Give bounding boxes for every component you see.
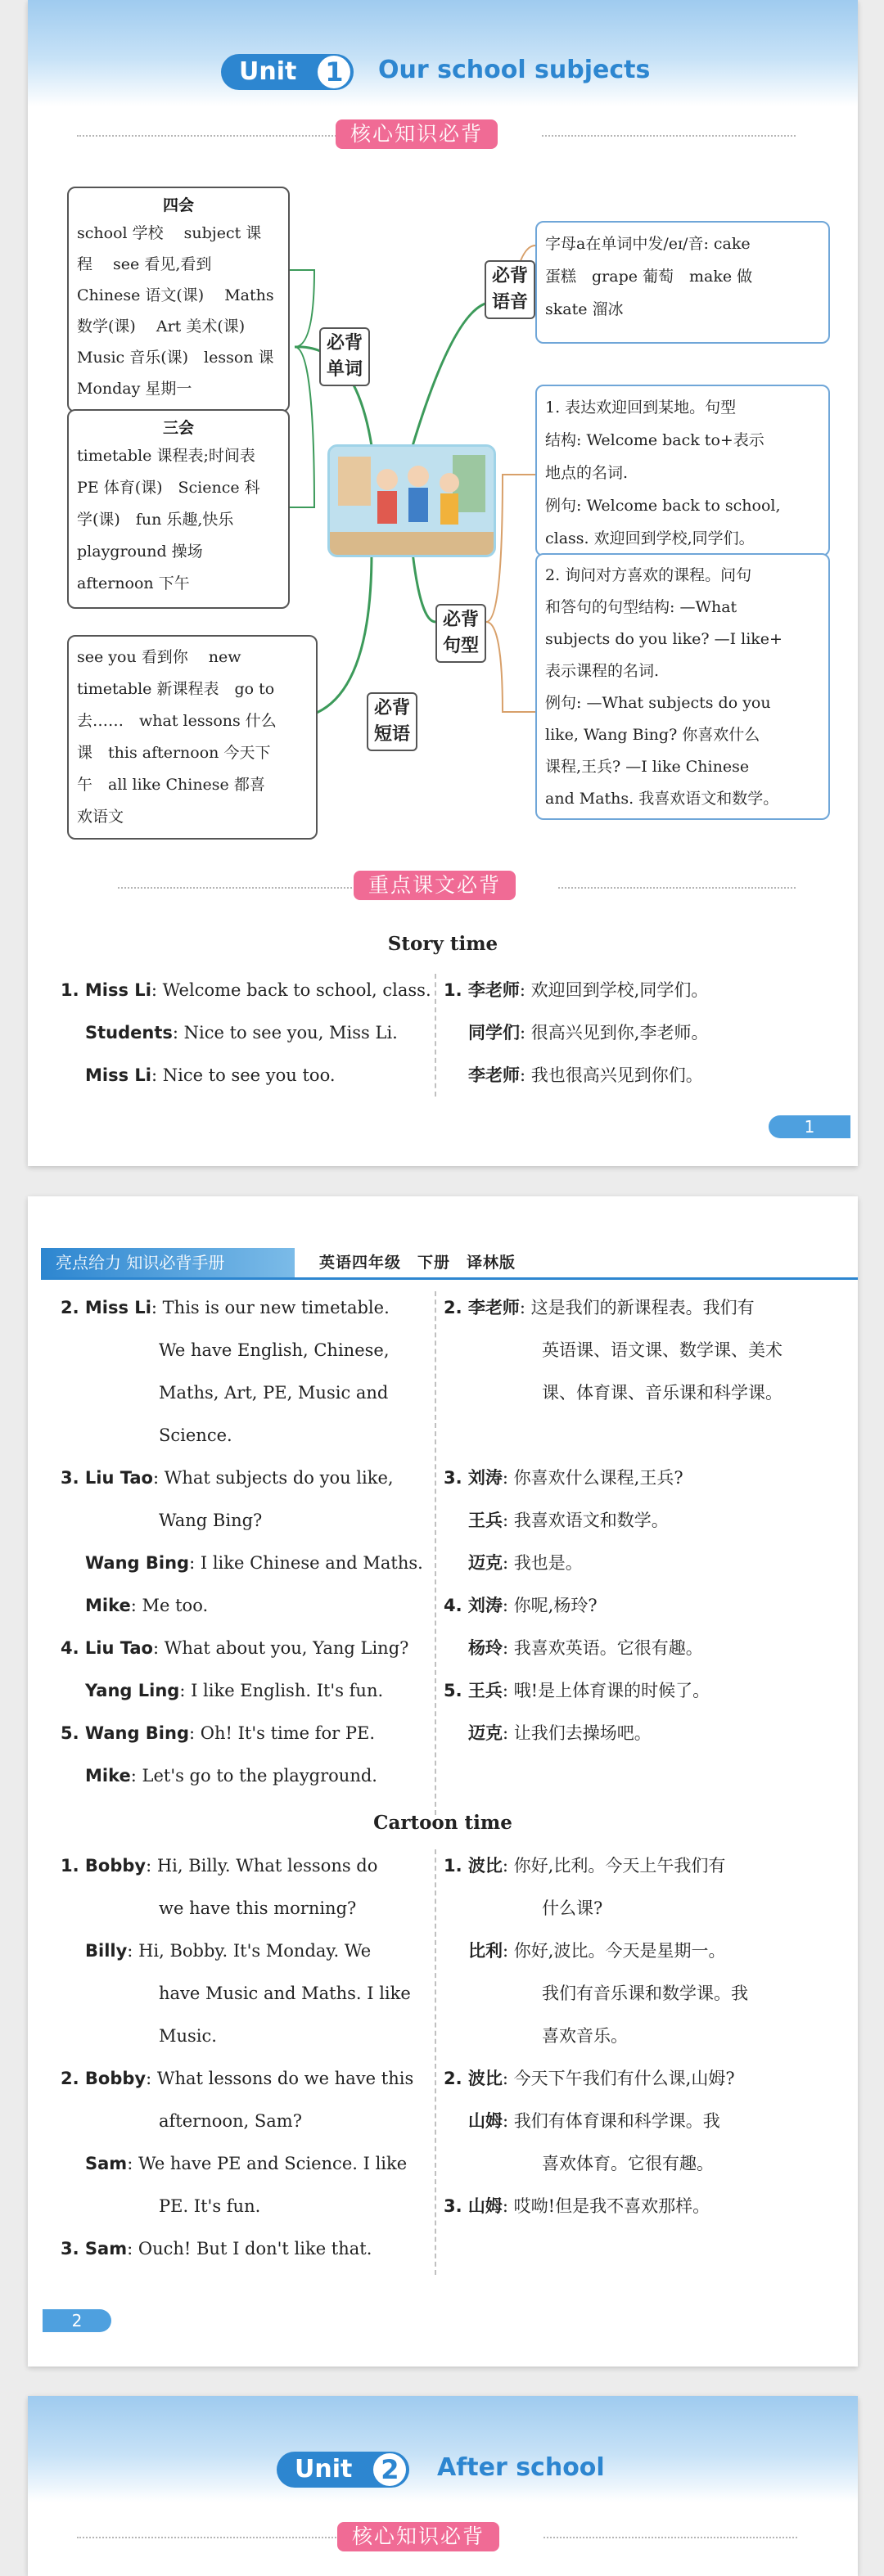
text-line: 表示课程的名词. <box>545 662 660 680</box>
cartoon-time-title: Cartoon time <box>373 1812 512 1834</box>
unit-number: 2 <box>373 2453 406 2486</box>
line-text: 我们有音乐课和数学课。我 <box>542 1984 748 2003</box>
line-number: 3. <box>444 1468 468 1488</box>
text-line: 字母a在单词中发/eɪ/音: cake <box>545 235 751 253</box>
sentence-pattern-2-box <box>535 553 830 820</box>
colon: : <box>502 1596 514 1615</box>
speaker: 李老师 <box>468 1065 520 1085</box>
dialogue-line <box>542 1371 783 1414</box>
text-line: 2. 询问对方喜欢的课程。问句 <box>545 566 752 584</box>
colon: : <box>146 2069 157 2088</box>
line-text: 我也是。 <box>513 1553 583 1573</box>
colon: : <box>127 2154 138 2173</box>
dialogue-line <box>542 1329 783 1371</box>
colon: : <box>151 1298 163 1317</box>
text-line: 和答句的句型结构: —What <box>545 598 737 616</box>
text-line: PE 体育(课) Science 科 <box>77 479 260 497</box>
unit-title: Our school subjects <box>378 56 651 84</box>
dialogue-line <box>159 2100 302 2142</box>
words-box <box>67 187 290 412</box>
line-number: 2. <box>61 1298 85 1317</box>
speaker: Mike <box>85 1596 131 1615</box>
colon: : <box>503 2111 514 2131</box>
text-line: like, Wang Bing? 你喜欢什么 <box>545 726 760 744</box>
speaker: Bobby <box>84 2069 147 2088</box>
line-text: Nice to see you too. <box>162 1065 336 1085</box>
dialogue-line <box>542 2015 628 2057</box>
dialogue-line <box>85 1542 423 1584</box>
colon: : <box>520 1023 531 1043</box>
tag-sentences: 必背 句型 <box>435 604 486 663</box>
line-number: 1. <box>61 980 85 1000</box>
line-text: 我喜欢英语。它很有趣。 <box>513 1638 703 1658</box>
line-text: We have English, Chinese, <box>159 1340 390 1360</box>
dialogue-line <box>444 2185 710 2227</box>
story-english-cont <box>61 1286 445 1818</box>
dialogue-line <box>468 1627 703 1669</box>
colon: : <box>151 1065 163 1085</box>
running-header <box>41 1248 858 1280</box>
line-text: 你好,比利。今天上午我们有 <box>513 1856 726 1876</box>
dialogue-line <box>444 1286 755 1329</box>
dialogue-line <box>85 1930 371 1972</box>
speaker: Sam <box>84 2239 128 2259</box>
colon: : <box>127 1941 139 1961</box>
dialogue-line <box>61 1844 377 1887</box>
text-line: playground 操场 <box>77 543 203 561</box>
speaker: 迈克 <box>468 1723 503 1743</box>
colon: : <box>519 1298 531 1317</box>
dialogue-line <box>468 1499 669 1542</box>
speaker: Billy <box>85 1941 128 1961</box>
colon: : <box>188 1723 201 1743</box>
text-line: and Maths. 我喜欢语文和数学。 <box>545 790 779 808</box>
dialogue-line <box>542 1887 602 1930</box>
story-chinese <box>444 969 845 1100</box>
dialogue-line <box>85 2142 407 2185</box>
dialogue-line <box>159 1499 262 1542</box>
speaker: Liu Tao <box>84 1468 153 1488</box>
sanhui-lines <box>77 440 280 600</box>
dialogue-line <box>468 2100 720 2142</box>
sentence2-lines <box>545 560 820 815</box>
text-line: skate 溜冰 <box>545 300 624 318</box>
speaker: 波比 <box>467 1856 503 1876</box>
line-number: 2. <box>61 2069 85 2088</box>
line-number: 2. <box>444 1298 468 1317</box>
dialogue-line <box>61 1627 408 1669</box>
dialogue-line <box>159 2015 217 2057</box>
line-text: afternoon, Sam? <box>159 2111 302 2131</box>
divider <box>558 887 796 889</box>
colon: : <box>152 1638 165 1658</box>
text-line: Chinese 语文(课) Maths <box>77 286 274 304</box>
line-number: 4. <box>61 1638 85 1658</box>
dialogue-line <box>85 1754 377 1797</box>
line-text: 今天下午我们有什么课,山姆? <box>513 2069 735 2088</box>
text-line: Monday 星期一 <box>77 380 192 398</box>
sounds-lines <box>545 227 820 326</box>
colon: : <box>503 1511 514 1530</box>
line-text: What subjects do you like, <box>164 1468 394 1488</box>
speaker: Miss Li <box>85 1065 151 1085</box>
line-number: 2. <box>444 2069 468 2088</box>
line-text: 我也很高兴见到你们。 <box>530 1065 703 1085</box>
story-time-title: Story time <box>387 933 498 955</box>
speaker: Liu Tao <box>84 1638 153 1658</box>
speaker: Bobby <box>84 1856 147 1876</box>
line-text: 哦!是上体育课的时候了。 <box>513 1681 710 1700</box>
line-text: 英语课、语文课、数学课、美术 <box>542 1340 783 1360</box>
text-line: 午 all like Chinese 都喜 <box>77 776 265 794</box>
colon: : <box>146 1856 157 1876</box>
line-number: 5. <box>444 1681 468 1700</box>
unit-title: After school <box>437 2453 605 2482</box>
line-text: Hi, Bobby. It's Monday. We <box>138 1941 372 1961</box>
speaker: 刘涛 <box>467 1468 503 1488</box>
unit-label: Unit <box>295 2455 353 2484</box>
line-number: 5. <box>61 1723 85 1743</box>
page-number: 1 <box>769 1115 850 1138</box>
line-text: Wang Bing? <box>159 1511 263 1530</box>
line-text: 你呢,杨玲? <box>513 1596 598 1615</box>
dialogue-line <box>444 969 708 1011</box>
speaker: Wang Bing <box>84 1723 189 1743</box>
text-line: 例句: —What subjects do you <box>545 694 771 712</box>
line-text: have Music and Maths. I like <box>159 1984 411 2003</box>
text-line: 蛋糕 grape 葡萄 make 做 <box>545 268 753 286</box>
colon: : <box>152 1468 165 1488</box>
line-text: PE. It's fun. <box>159 2196 261 2216</box>
line-text: Let's go to the playground. <box>142 1766 377 1786</box>
speaker: Yang Ling <box>85 1681 180 1700</box>
page-2 <box>28 1196 858 2367</box>
section-core-knowledge: 核心知识必背 <box>336 119 498 149</box>
colon: : <box>130 1766 142 1786</box>
text-line: school 学校 subject 课 <box>77 224 262 242</box>
dialogue-line <box>159 1972 411 2015</box>
line-text: 喜欢音乐。 <box>542 2026 628 2046</box>
text-line: Music 音乐(课) lesson 课 <box>77 349 274 367</box>
dialogue-line <box>61 1712 375 1754</box>
line-text: 欢迎回到学校,同学们。 <box>530 980 709 1000</box>
colon: : <box>502 1681 514 1700</box>
colon: : <box>502 1856 514 1876</box>
line-text: 什么课? <box>542 1898 603 1918</box>
classroom-illustration <box>327 444 496 557</box>
text-line: timetable 新课程表 go to <box>77 680 275 698</box>
tag-phrases: 必背 短语 <box>367 692 417 751</box>
story-english <box>61 969 445 1100</box>
dialogue-line <box>444 1457 683 1499</box>
text-line: 欢语文 <box>77 808 124 826</box>
text-line: afternoon 下午 <box>77 574 190 592</box>
line-text: I like Chinese and Maths. <box>200 1553 423 1573</box>
line-number: 3. <box>444 2196 468 2216</box>
dialogue-line <box>159 1329 390 1371</box>
divider <box>118 887 355 889</box>
speaker: Miss Li <box>84 980 151 1000</box>
colon: : <box>503 1723 514 1743</box>
dialogue-line <box>85 1054 336 1097</box>
dialogue-line <box>85 1011 398 1054</box>
line-number: 3. <box>61 1468 85 1488</box>
sanhui-heading: 三会 <box>162 419 194 437</box>
phrases-lines <box>77 642 308 833</box>
speaker: 迈克 <box>468 1553 503 1573</box>
column-divider <box>435 1291 436 1815</box>
dialogue-line <box>159 1414 232 1457</box>
divider <box>77 2537 339 2538</box>
sanhui-box <box>67 409 290 609</box>
line-text: 很高兴见到你,李老师。 <box>530 1023 709 1043</box>
text-line: class. 欢迎回到学校,同学们。 <box>545 529 755 547</box>
dialogue-line <box>468 1930 725 1972</box>
line-text: 你喜欢什么课程,王兵? <box>513 1468 683 1488</box>
colon: : <box>520 1065 531 1085</box>
sounds-box <box>535 221 830 344</box>
header-band <box>28 2396 858 2502</box>
speaker: 山姆 <box>467 2196 503 2216</box>
line-number: 3. <box>61 2239 85 2259</box>
tag-words: 必背 单词 <box>319 327 370 386</box>
dialogue-line <box>85 1584 208 1627</box>
speaker: 王兵 <box>468 1511 503 1530</box>
line-number: 1. <box>444 1856 468 1876</box>
text-line: 数学(课) Art 美术(课) <box>77 317 246 336</box>
speaker: Sam <box>85 2154 128 2173</box>
unit-number: 1 <box>318 56 350 88</box>
dialogue-line <box>61 1457 394 1499</box>
speaker: 比利 <box>468 1941 503 1961</box>
line-text: 我喜欢语文和数学。 <box>513 1511 669 1530</box>
dialogue-line <box>61 969 431 1011</box>
dialogue-line <box>542 2142 714 2185</box>
text-line: see you 看到你 new <box>77 648 241 666</box>
line-number: 1. <box>444 980 468 1000</box>
dialogue-line <box>159 2185 260 2227</box>
dialogue-line <box>444 1844 725 1887</box>
colon: : <box>189 1553 201 1573</box>
line-text: I like English. It's fun. <box>191 1681 384 1700</box>
text-line: subjects do you like? —I like+ <box>545 630 783 648</box>
dialogue-line <box>61 2057 413 2100</box>
text-line: timetable 课程表;时间表 <box>77 447 255 465</box>
dialogue-line <box>159 1887 356 1930</box>
line-text: 哎呦!但是我不喜欢那样。 <box>513 2196 710 2216</box>
book-title: 英语四年级 下册 译林版 <box>319 1254 516 1272</box>
cartoon-english <box>61 1844 445 2286</box>
text-line: 地点的名词. <box>545 464 629 482</box>
line-text: This is our new timetable. <box>162 1298 390 1317</box>
speaker: Students <box>85 1023 173 1043</box>
speaker: Miss Li <box>84 1298 151 1317</box>
phrases-box <box>67 635 318 840</box>
words-heading: 四会 <box>162 196 194 214</box>
dialogue-line <box>468 1054 703 1097</box>
line-text: Maths, Art, PE, Music and <box>159 1383 389 1403</box>
text-line: 学(课) fun 乐趣,快乐 <box>77 511 234 529</box>
line-text: 我们有体育课和科学课。我 <box>513 2111 720 2131</box>
line-text: Ouch! But I don't like that. <box>138 2239 372 2259</box>
line-text: What lessons do we have this <box>156 2069 414 2088</box>
unit-badge <box>277 2452 409 2488</box>
dialogue-line <box>159 1371 388 1414</box>
text-line: 结构: Welcome back to+表示 <box>545 431 764 449</box>
sentence1-lines <box>545 391 820 555</box>
text-line: 课程,王兵? —I like Chinese <box>545 758 750 776</box>
speaker: 王兵 <box>467 1681 503 1700</box>
text-line: 去…… what lessons 什么 <box>77 712 277 730</box>
dialogue-line <box>468 1712 652 1754</box>
speaker: 山姆 <box>468 2111 503 2131</box>
page-1 <box>28 0 858 1166</box>
colon: : <box>172 1023 184 1043</box>
column-divider <box>435 1849 436 2275</box>
speaker: Mike <box>85 1766 131 1786</box>
line-text: What about you, Yang Ling? <box>164 1638 409 1658</box>
tag-sounds: 必背 语音 <box>485 260 535 319</box>
speaker: 波比 <box>467 2069 503 2088</box>
line-text: Hi, Billy. What lessons do <box>156 1856 378 1876</box>
text-line: 1. 表达欢迎回到某地。句型 <box>545 399 737 417</box>
section-key-texts: 重点课文必背 <box>354 871 516 900</box>
text-line: 程 see 看见,看到 <box>77 255 212 273</box>
line-text: Science. <box>159 1425 232 1445</box>
line-text: Oh! It's time for PE. <box>200 1723 376 1743</box>
line-text: 这是我们的新课程表。我们有 <box>530 1298 755 1317</box>
colon: : <box>502 1468 514 1488</box>
colon: : <box>503 1638 514 1658</box>
dialogue-line <box>85 1669 383 1712</box>
colon: : <box>151 980 163 1000</box>
dialogue-line <box>468 1011 708 1054</box>
page-number: 2 <box>43 2309 111 2332</box>
line-number: 4. <box>444 1596 468 1615</box>
colon: : <box>502 2069 514 2088</box>
line-text: Me too. <box>142 1596 209 1615</box>
words-lines <box>77 218 280 404</box>
colon: : <box>130 1596 142 1615</box>
speaker: 李老师 <box>467 980 520 1000</box>
speaker: 杨玲 <box>468 1638 503 1658</box>
line-text: 喜欢体育。它很有趣。 <box>542 2154 714 2173</box>
page-3 <box>28 2396 858 2576</box>
colon: : <box>519 980 531 1000</box>
text-line: 课 this afternoon 今天下 <box>77 744 271 762</box>
section-core-knowledge: 核心知识必背 <box>337 2522 499 2551</box>
line-text: 让我们去操场吧。 <box>513 1723 652 1743</box>
series-title: 亮点给力 知识必背手册 <box>41 1248 295 1277</box>
speaker: 同学们 <box>468 1023 520 1043</box>
text-line: 例句: Welcome back to school, <box>545 497 781 515</box>
colon: : <box>503 1941 514 1961</box>
line-text: 课、体育课、音乐课和科学课。 <box>542 1383 783 1403</box>
speaker: 刘涛 <box>467 1596 503 1615</box>
line-text: 你好,波比。今天是星期一。 <box>513 1941 726 1961</box>
dialogue-line <box>61 1286 390 1329</box>
line-number: 1. <box>61 1856 85 1876</box>
cartoon-chinese <box>444 1844 845 2286</box>
line-text: we have this morning? <box>159 1898 357 1918</box>
speaker: 李老师 <box>467 1298 520 1317</box>
dialogue-line <box>444 1669 710 1712</box>
divider <box>543 2537 797 2538</box>
dialogue-line <box>61 2227 372 2270</box>
line-text: Music. <box>159 2026 217 2046</box>
dialogue-line <box>468 1542 583 1584</box>
colon: : <box>503 1553 514 1573</box>
unit-label: Unit <box>239 57 297 86</box>
colon: : <box>502 2196 514 2216</box>
story-chinese-cont <box>444 1286 845 1818</box>
line-text: We have PE and Science. I like <box>138 2154 408 2173</box>
column-divider <box>435 974 436 1097</box>
dialogue-line <box>542 1972 748 2015</box>
speaker: Wang Bing <box>85 1553 190 1573</box>
colon: : <box>179 1681 192 1700</box>
line-text: Welcome back to school, class. <box>162 980 431 1000</box>
sentence-pattern-1-box <box>535 385 830 556</box>
dialogue-line <box>444 1584 598 1627</box>
line-text: Nice to see you, Miss Li. <box>183 1023 398 1043</box>
colon: : <box>127 2239 138 2259</box>
dialogue-line <box>444 2057 735 2100</box>
